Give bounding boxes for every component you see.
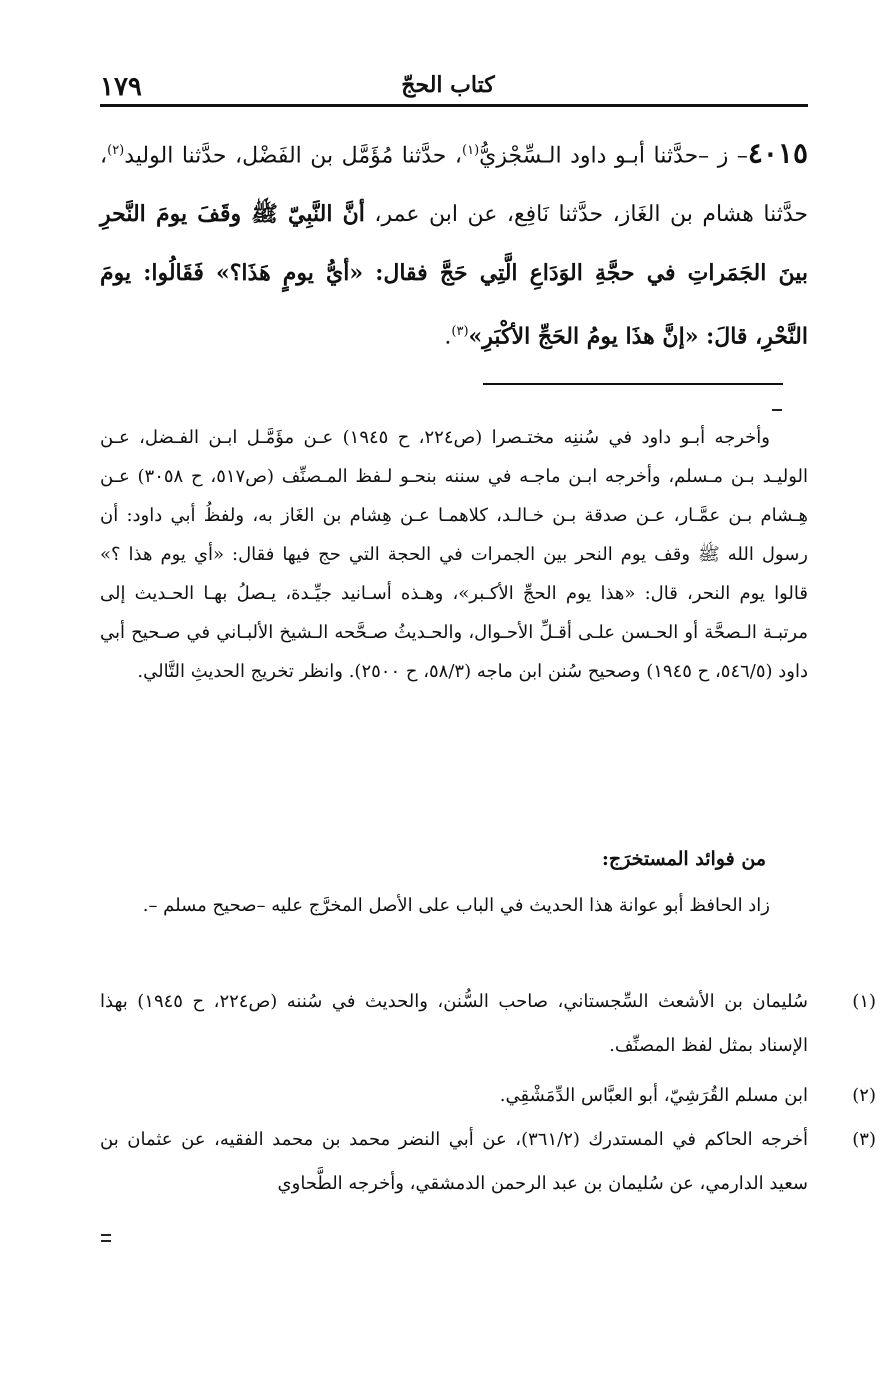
footnote-3-text: أخرجه الحاكم في المستدرك (٣٦١/٢)، عن أبي النضر محمد بن محمد الفقيه، عن عثمان بن سعيد الدارمي، عن سُليمان بن عبد الرحمن الدمشقي، وأخرجه الطَّحاوي (100, 1129, 808, 1194)
footnote-ref-2[interactable]: (٢) (107, 143, 125, 158)
footnote-1-text: سُليمان بن الأشعث السِّجستاني، صاحب السُّنن، والحديث في سُننه (ص٢٢٤، ح ١٩٤٥) بهذا الإسناد بمثل لفظ المصنِّف. (100, 991, 809, 1056)
takhrij-section (100, 418, 808, 691)
footnote-2 (100, 1074, 876, 1118)
header-rule (100, 104, 808, 107)
hadith-end: . (444, 324, 452, 350)
page-number: ١٧٩ (100, 72, 142, 102)
fawaid-title: من فوائد المستخرَج: (601, 848, 766, 870)
footnote-2-text: ابن مسلم القُرَشِيّ، أبو العبَّاس الدِّمَشْقِي. (499, 1085, 808, 1106)
footnote-3 (100, 1118, 876, 1206)
footnote-ref-3[interactable]: (٣) (451, 324, 469, 340)
continuation-mark-bottom (101, 1234, 111, 1236)
footnote-1 (100, 980, 877, 1068)
fawaid-text: زاد الحافظ أبو عوانة هذا الحديث في الباب على الأصل المخرَّج عليه –صحيح مسلم –. (142, 895, 770, 916)
hadith-number: ٤٠١٥ (747, 136, 808, 170)
book-title: كتاب الحجّ (401, 72, 495, 98)
fawaid-section (100, 884, 808, 927)
hadith-text (100, 122, 808, 367)
footnote-2-mark: (٢) (852, 1085, 876, 1106)
footnote-3-mark: (٣) (852, 1129, 876, 1150)
footnote-1-mark: (١) (852, 991, 877, 1012)
takhrij-text: وأخرجه أبـو داود في سُننِه مختـصرا (ص٢٢٤، ح ١٩٤٥) عـن مؤَمَّـل ابـن الفـضل، عـن الوليـد بـن مـسلم، وأخرجه ابـن ماجـه في سننه بنحـو لـفظ المـصنِّف (ص٥١٧، ح ٣٠٥٨) عـن هِـشام بـن عمَّـار، عـن صدقة بـن خـالـد، كلاهمـا عـن هِشام بن الغَاز به، ولفظُ أبي داود: أن رسول الله ﷺ وقف يوم النحر بين الجمرات في الحجة التي حج فيها فقال: «أي يوم هذا ؟» قالوا يوم النحر، قال: «هذا يوم الحجِّ الأكـبر»، وهـذه أسـانيد جيِّـدة، يـصلُ بهـا الحـديث إلى مرتبـة الـصحَّة أو الحـسن علـى أقـلِّ الأحـوال، والحـديثُ صـحَّحه الـشيخ الألبـاني في صـحيح أبي داود (٥٤٦/٥، ح ١٩٤٥) وصحيح سُنن ابن ماجه (٥٨/٣، ح ٢٥٠٠). وانظر تخريج الحديثِ التَّالي. (100, 427, 809, 682)
continuation-mark-bottom-2 (101, 1240, 111, 1242)
divider-rule (483, 383, 783, 385)
hadith-matn: أنَّ النَّبِيّ ﷺ وقَفَ يومَ النَّحرِ بينَ الجَمَراتِ في حجَّةِ الوَدَاعِ الَّتِي حَجَّ فقال: «أيُّ يومٍ هَذَا؟» فَقَالُوا: يومَ النَّحْرِ، قالَ: «إنَّ هذَا يومُ الحَجِّ الأكْبَرِ» (100, 201, 808, 350)
hadith-isnad-1: – ز –حدَّثنا أبـو داود الـسِّجْزيُّ (479, 143, 748, 169)
footnote-ref-1[interactable]: (١) (462, 143, 480, 158)
hadith-isnad-2: ، حدَّثنا مُؤَمَّل بن الفَضْل، حدَّثنا الوليد (124, 143, 463, 169)
hadith-isnad-3: ، حدَّثنا هشام بن الغَاز، حدَّثنا نَافِع، عن ابن عمر، (100, 143, 808, 228)
continuation-mark (772, 409, 782, 411)
